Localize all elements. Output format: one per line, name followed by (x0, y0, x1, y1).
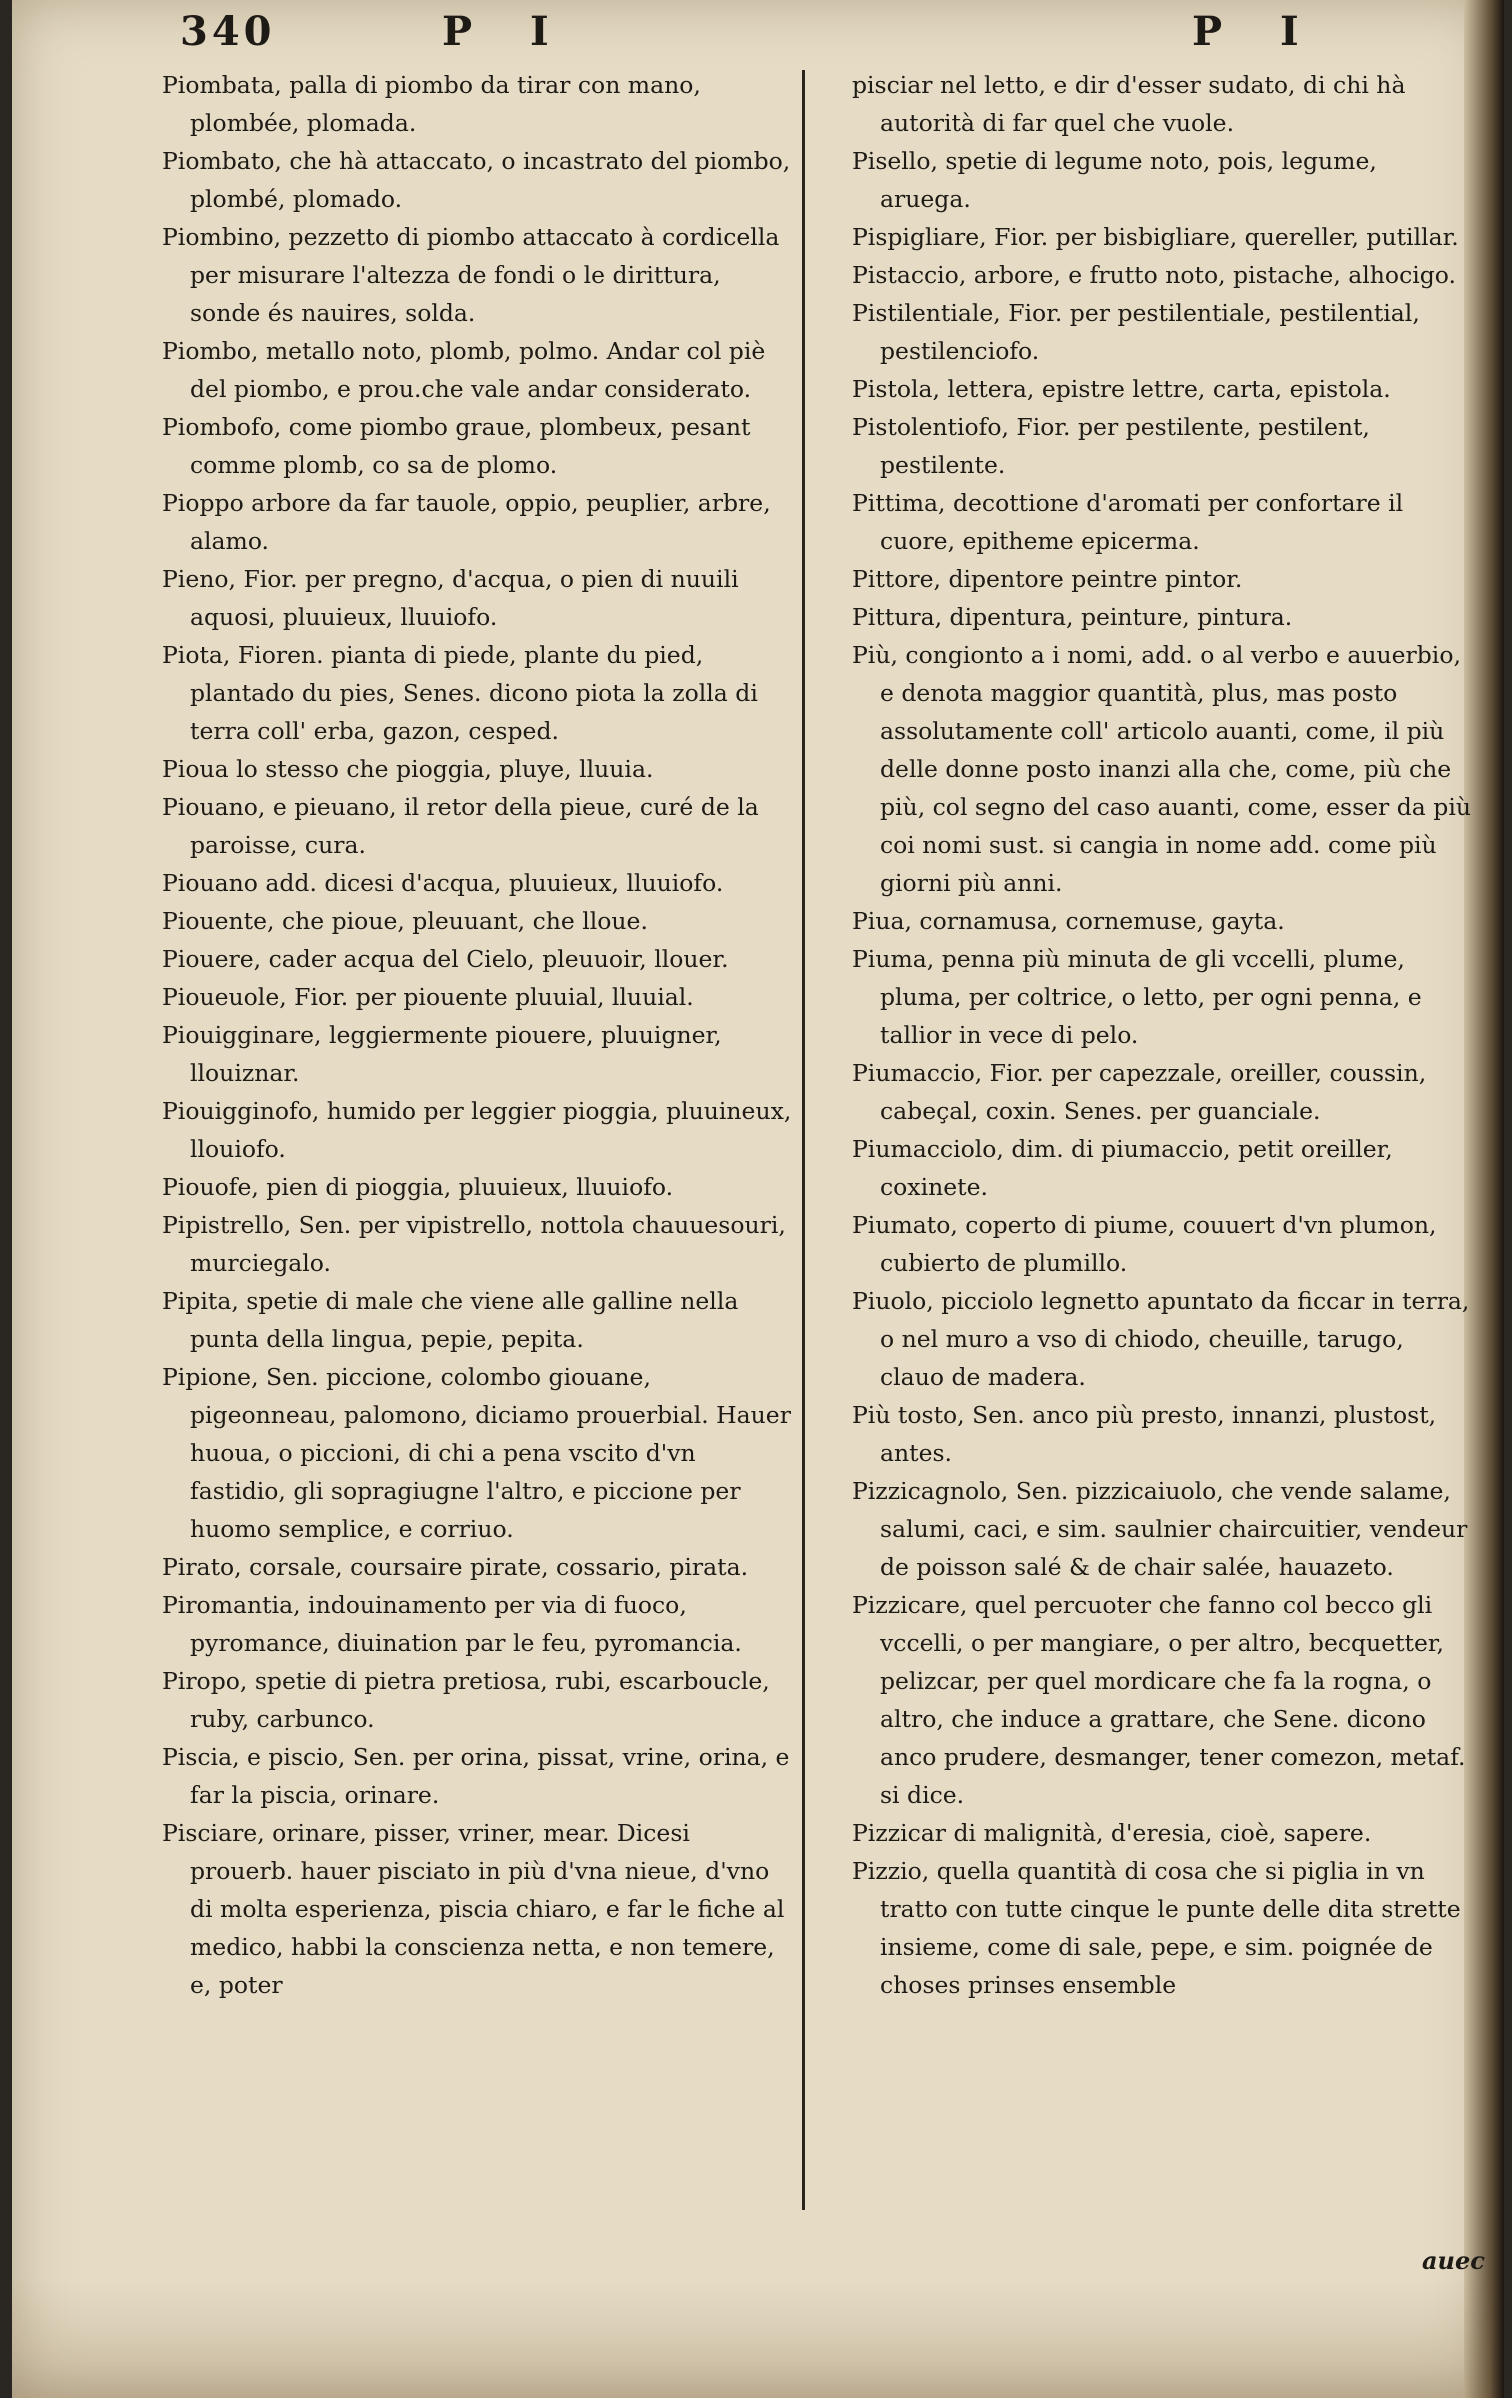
dictionary-entry: Pirato, corsale, coursaire pirate, cossario, pirata. (162, 1553, 749, 1581)
dictionary-entry: Piouigginofo, humido per leggier pioggia, pluuineux, llouiofo. (162, 1097, 792, 1163)
page-number: 340 (180, 8, 276, 55)
column-divider (802, 70, 805, 2210)
dictionary-entry: Pistaccio, arbore, e frutto noto, pistache, alhocigo. (852, 261, 1457, 289)
dictionary-entry: Piouano, e pieuano, il retor della pieue, curé de la paroisse, cura. (162, 793, 759, 859)
running-head-right (1192, 8, 1339, 55)
right-column (852, 66, 1472, 2004)
dictionary-entry: Piromantia, indouinamento per via di fuoco, pyromance, diuination par le feu, pyromancia. (162, 1591, 742, 1657)
dictionary-entry: Pisello, spetie di legume noto, pois, legume, aruega. (852, 147, 1377, 213)
dictionary-entry: Piouere, cader acqua del Cielo, pleuuoir, llouer. (162, 945, 729, 973)
dictionary-entry: Piombato, che hà attaccato, o incastrato del piombo, plombé, plomado. (162, 147, 791, 213)
dictionary-entry: pisciar nel letto, e dir d'esser sudato, di chi hà autorità di far quel che vuole. (852, 71, 1406, 137)
dictionary-entry: Piombofo, come piombo graue, plombeux, pesant comme plomb, co sa de plomo. (162, 413, 751, 479)
running-head-right-letter-1: P (1192, 8, 1227, 55)
dictionary-entry: Pistilentiale, Fior. per pestilentiale, pestilential, pestilenciofo. (852, 299, 1420, 365)
dictionary-entry: Più, congionto a i nomi, add. o al verbo e auuerbio, e denota maggior quantità, plus, mas posto assolutamente coll' articolo auanti, come, il più delle donne posto inanzi alla che, come, più che più, col segno del caso auanti, come, esser da più coi nomi sust. si cangia in nome add. come più giorni più anni. (852, 641, 1471, 897)
dictionary-entry: Piouente, che pioue, pleuuant, che lloue. (162, 907, 648, 935)
dictionary-entry: Piombino, pezzetto di piombo attaccato à cordicella per misurare l'altezza de fondi o le dirittura, sonde és nauires, solda. (162, 223, 780, 327)
dictionary-entry: Pizzicare, quel percuoter che fanno col becco gli vccelli, o per mangiare, o per altro, becquetter, pelizcar, per quel mordicare che fa la rogna, o altro, che induce a grattare, che Sene. dicono anco prudere, desmanger, tener comezon, metaf. si dice. (852, 1591, 1466, 1809)
dictionary-entry: Piua, cornamusa, cornemuse, gayta. (852, 907, 1285, 935)
dictionary-entry: Pispigliare, Fior. per bisbigliare, quereller, putillar. (852, 223, 1459, 251)
running-head-right-letter-2: I (1280, 8, 1303, 55)
running-head-left-letter-1: P (442, 8, 477, 55)
dictionary-entry: Piouofe, pien di pioggia, pluuieux, lluuiofo. (162, 1173, 674, 1201)
dictionary-entry: Piuma, penna più minuta de gli vccelli, plume, pluma, per coltrice, o letto, per ogni penna, e tallior in vece di pelo. (852, 945, 1422, 1049)
running-head-left-letter-2: I (530, 8, 553, 55)
dictionary-entry: Pistolentiofo, Fior. per pestilente, pestilent, pestilente. (852, 413, 1370, 479)
dictionary-entry: Pieno, Fior. per pregno, d'acqua, o pien di nuuili aquosi, pluuieux, lluuiofo. (162, 565, 739, 631)
dictionary-entry: Piumato, coperto di piume, couuert d'vn plumon, cubierto de plumillo. (852, 1211, 1437, 1277)
dictionary-entry: Piumaccio, Fior. per capezzale, oreiller, coussin, cabeçal, coxin. Senes. per guanciale. (852, 1059, 1427, 1125)
dictionary-entry: Piota, Fioren. pianta di piede, plante du pied, plantado du pies, Senes. dicono piota la zolla di terra coll' erba, gazon, cesped. (162, 641, 758, 745)
running-head-left (442, 8, 589, 55)
dictionary-entry: Piombata, palla di piombo da tirar con mano, plombée, plomada. (162, 71, 701, 137)
dictionary-entry: Pittura, dipentura, peinture, pintura. (852, 603, 1293, 631)
dictionary-entry: Pittore, dipentore peintre pintor. (852, 565, 1243, 593)
dictionary-page (12, 0, 1492, 2398)
catchword: auec (1422, 2246, 1485, 2275)
dictionary-entry: Piombo, metallo noto, plomb, polmo. Andar col piè del piombo, e prou.che vale andar considerato. (162, 337, 766, 403)
dictionary-entry: Pioppo arbore da far tauole, oppio, peuplier, arbre, alamo. (162, 489, 771, 555)
dictionary-entry: Piouano add. dicesi d'acqua, pluuieux, lluuiofo. (162, 869, 724, 897)
dictionary-entry: Pipita, spetie di male che viene alle galline nella punta della lingua, pepie, pepita. (162, 1287, 739, 1353)
dictionary-entry: Pizzio, quella quantità di cosa che si piglia in vn tratto con tutte cinque le punte delle dita strette insieme, come di sale, pepe, e sim. poignée de choses prinses ensemble (852, 1857, 1461, 1999)
dictionary-entry: Piouigginare, leggiermente piouere, pluuigner, llouiznar. (162, 1021, 722, 1087)
dictionary-entry: Piumacciolo, dim. di piumaccio, petit oreiller, coxinete. (852, 1135, 1393, 1201)
left-column (162, 66, 792, 2004)
page-edge-shading (12, 2278, 1492, 2398)
dictionary-entry: Pioueuole, Fior. per piouente pluuial, lluuial. (162, 983, 694, 1011)
dictionary-entry: Pizzicar di malignità, d'eresia, cioè, sapere. (852, 1819, 1372, 1847)
dictionary-entry: Pisciare, orinare, pisser, vriner, mear. Dicesi prouerb. hauer pisciato in più d'vna nieue, d'vno di molta esperienza, piscia chiaro, e far le fiche al medico, habbi la conscienza netta, e non temere, e, poter (162, 1819, 785, 1999)
dictionary-entry: Piropo, spetie di pietra pretiosa, rubi, escarboucle, ruby, carbunco. (162, 1667, 770, 1733)
dictionary-entry: Pipistrello, Sen. per vipistrello, nottola chauuesouri, murciegalo. (162, 1211, 786, 1277)
dictionary-entry: Piscia, e piscio, Sen. per orina, pissat, vrine, orina, e far la piscia, orinare. (162, 1743, 790, 1809)
dictionary-entry: Più tosto, Sen. anco più presto, innanzi, plustost, antes. (852, 1401, 1437, 1467)
dictionary-entry: Pipione, Sen. piccione, colombo giouane, pigeonneau, palomono, diciamo prouerbial. Hauer huoua, o piccioni, di chi a pena vscito d'vn fastidio, gli sopragiugne l'altro, e piccione per huomo semplice, e corriuo. (162, 1363, 791, 1543)
dictionary-entry: Pizzicagnolo, Sen. pizzicaiuolo, che vende salame, salumi, caci, e sim. saulnier chaircuitier, vendeur de poisson salé & de chair salée, hauazeto. (852, 1477, 1468, 1581)
dictionary-entry: Piuolo, picciolo legnetto apuntato da ficcar in terra, o nel muro a vso di chiodo, cheuille, tarugo, clauo de madera. (852, 1287, 1470, 1391)
dictionary-entry: Pioua lo stesso che pioggia, pluye, lluuia. (162, 755, 654, 783)
dictionary-entry: Pittima, decottione d'aromati per confortare il cuore, epitheme epicerma. (852, 489, 1404, 555)
dictionary-entry: Pistola, lettera, epistre lettre, carta, epistola. (852, 375, 1391, 403)
